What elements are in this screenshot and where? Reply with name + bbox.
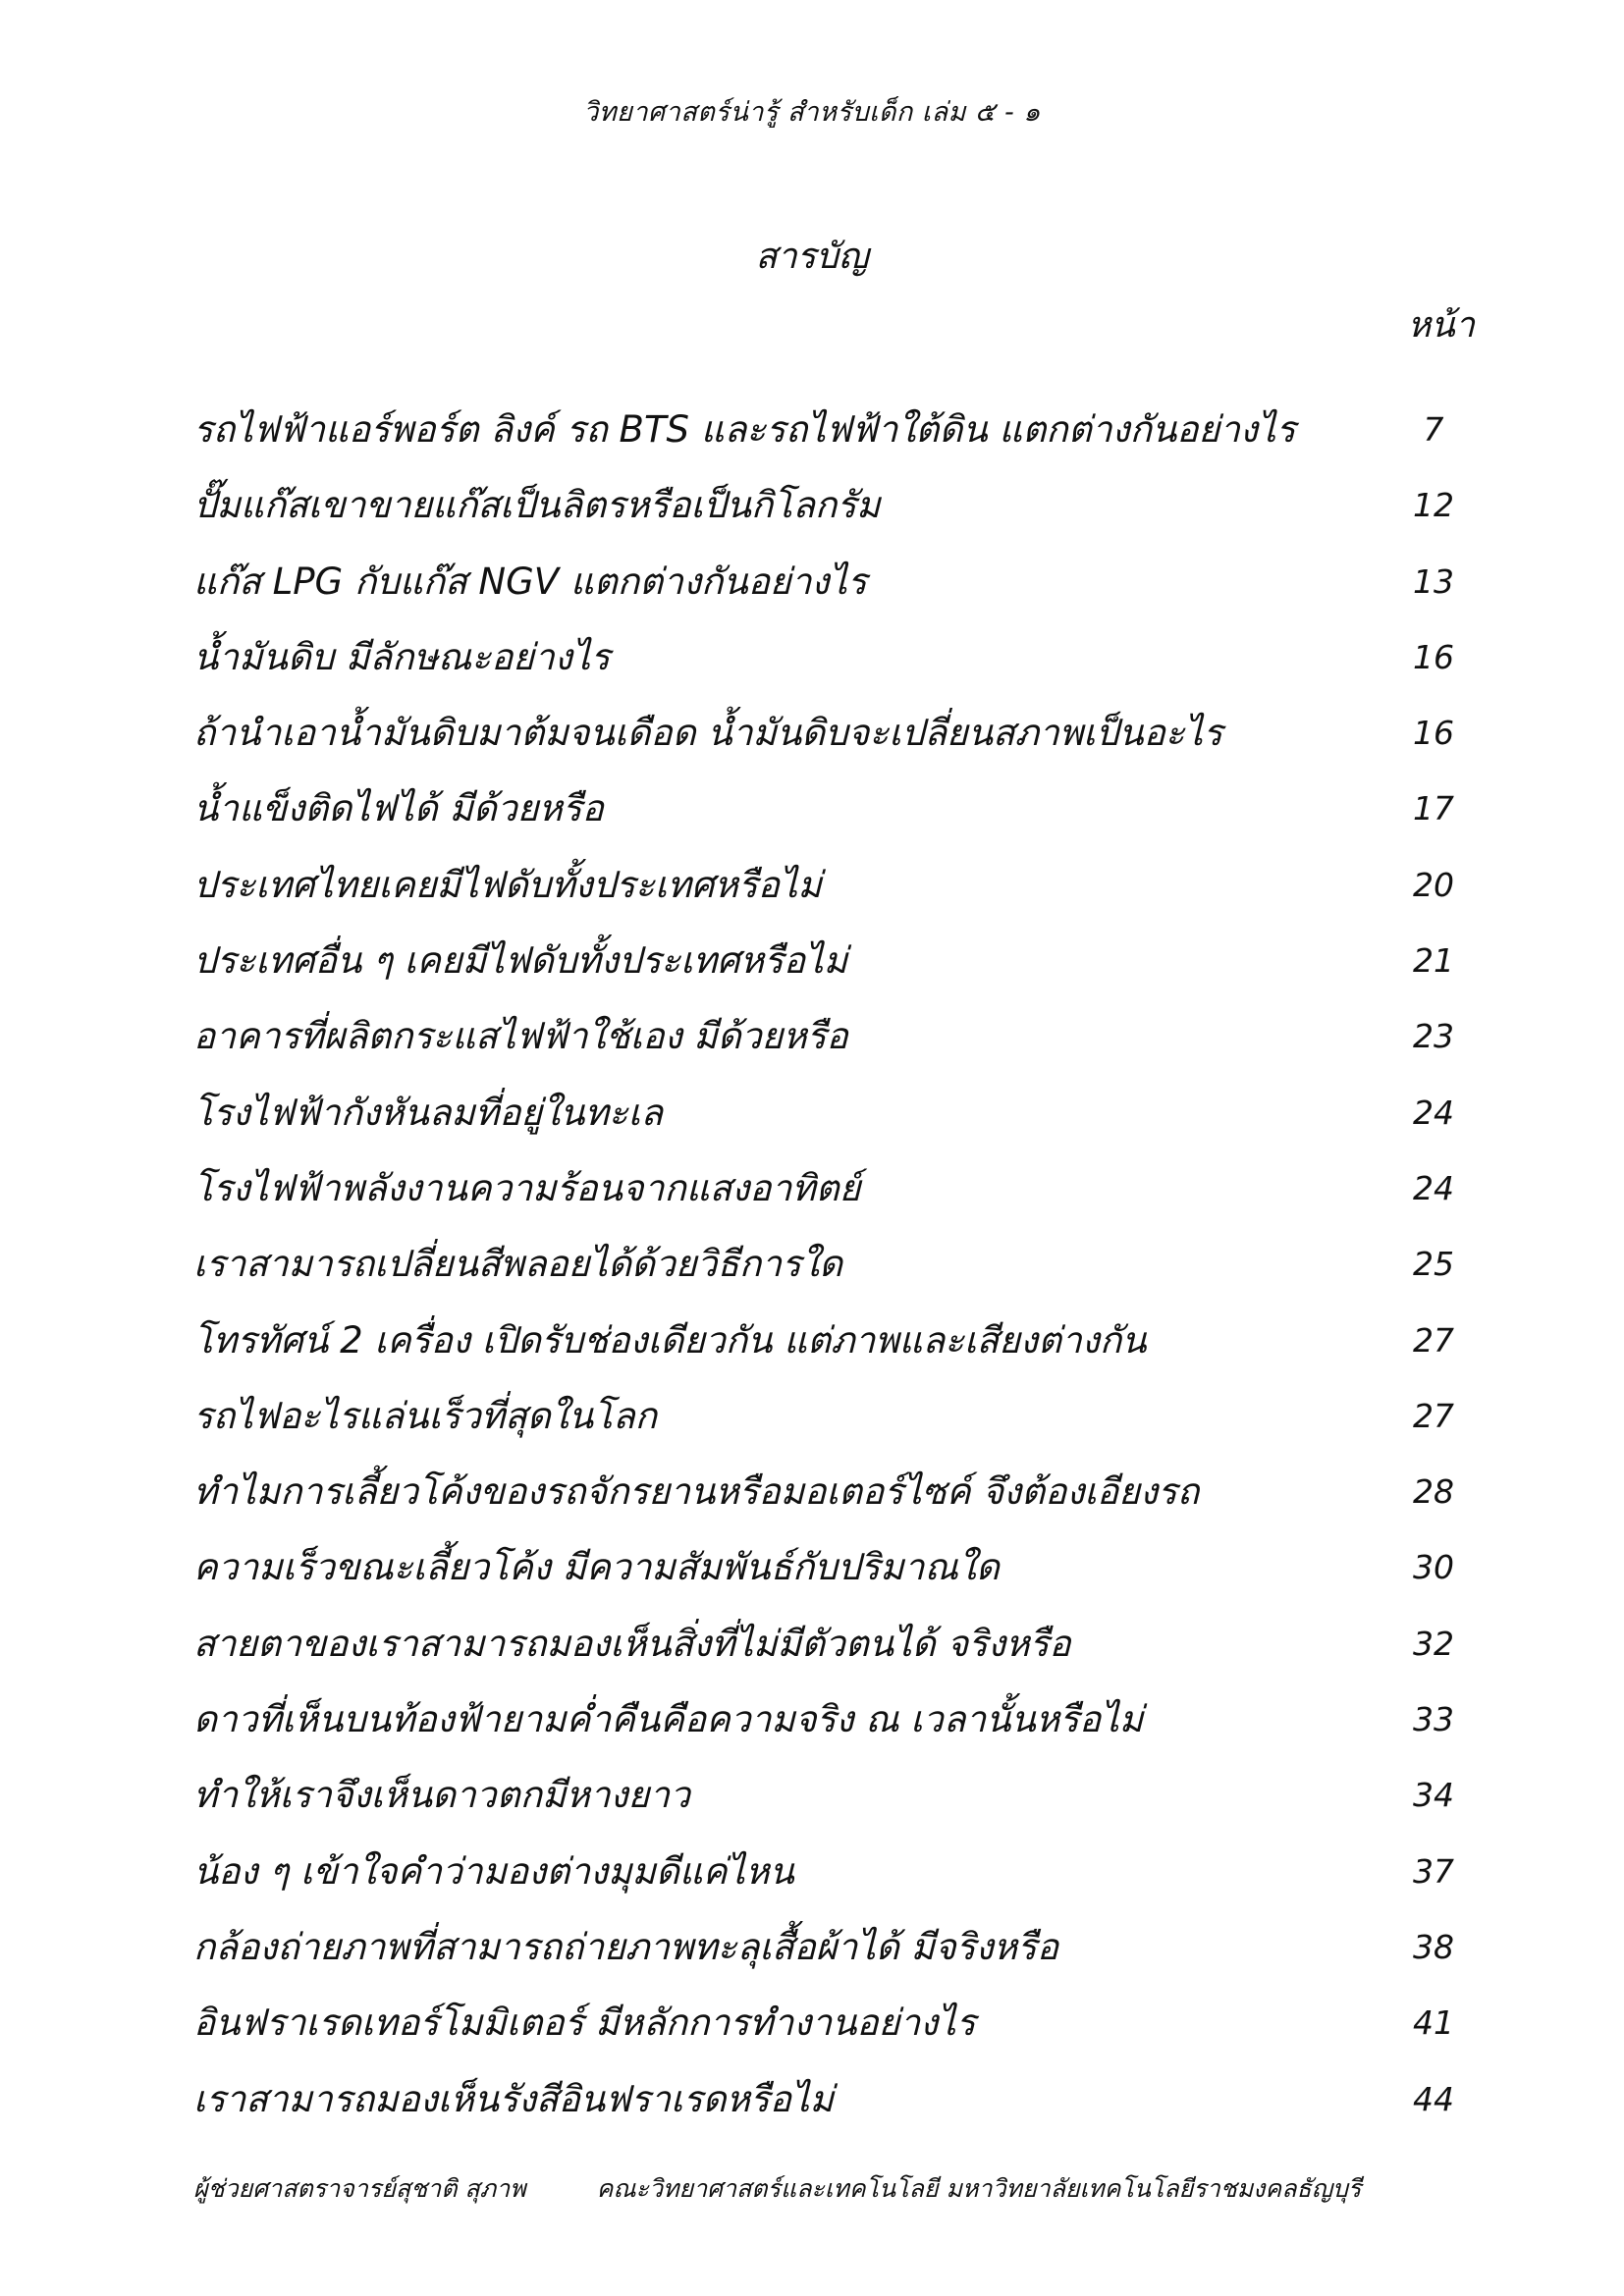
toc-entry	[193, 1994, 1478, 2069]
running-header: วิทยาศาสตร์น่ารู้ สำหรับเด็ก เล่ม ๕ - ๑	[583, 97, 1041, 128]
toc-entry-title: โทรทัศน์ 2 เครื่อง เปิดรับช่องเดียวกัน แต่ภาพและเสียงต่างกัน	[193, 1318, 1147, 1362]
toc-entry-page-number: 24	[1413, 1093, 1454, 1132]
toc-entry-page-number: 27	[1413, 1396, 1454, 1435]
toc-entry-page-number: 20	[1413, 865, 1454, 904]
toc-entry	[193, 1084, 1478, 1159]
toc-entry-title: รถไฟอะไรแล่นเร็วที่สุดในโลก	[193, 1394, 658, 1437]
toc-entry-title: แก๊ส LPG กับแก๊ส NGV แตกต่างกันอย่างไร	[193, 560, 867, 603]
toc-entry-page-number: 24	[1413, 1168, 1454, 1207]
toc-entry	[193, 932, 1478, 1007]
toc-entry-title: เราสามารถเปลี่ยนสีพลอยได้ด้วยวิธีการใด	[193, 1243, 843, 1286]
toc-entry	[193, 704, 1478, 779]
toc-entry	[193, 1463, 1478, 1538]
toc-entry-page-number: 38	[1413, 1927, 1454, 1966]
toc-entry-page-number: 13	[1413, 561, 1454, 601]
toc-entry-page-number: 28	[1413, 1472, 1454, 1512]
footer-affiliation: คณะวิทยาศาสตร์และเทคโนโลยี มหาวิทยาลัยเทคโนโลยีราชมงคลธัญบุรี	[596, 2174, 1362, 2203]
toc-entry	[193, 628, 1478, 704]
toc-entry-title: สายตาของเราสามารถมองเห็นสิ่งที่ไม่มีตัวตนได้ จริงหรือ	[193, 1622, 1071, 1665]
toc-entry-page-number: 12	[1413, 486, 1454, 525]
toc-entry-title: ความเร็วขณะเลี้ยวโค้ง มีความสัมพันธ์กับปริมาณใด	[193, 1546, 1000, 1589]
toc-entry-page-number: 7	[1423, 410, 1444, 449]
toc-entry	[193, 1311, 1478, 1387]
toc-entry	[193, 856, 1478, 932]
toc-entry-title: ประเทศอื่น ๆ เคยมีไฟดับทั้งประเทศหรือไม่	[193, 939, 848, 983]
toc-entry-title: ถ้านำเอาน้ำมันดิบมาต้มจนเดือด น้ำมันดิบจะเปลี่ยนสภาพเป็นอะไร	[193, 712, 1223, 755]
footer-author: ผู้ช่วยศาสตราจารย์สุชาติ สุภาพ	[193, 2174, 526, 2203]
toc-entry	[193, 1235, 1478, 1310]
toc-entry	[193, 1690, 1478, 1766]
toc-entry-page-number: 16	[1413, 714, 1454, 753]
running-footer	[193, 2169, 1431, 2209]
toc-title: สารบัญ	[755, 237, 869, 277]
toc-entry-title: อินฟราเรดเทอร์โมมิเตอร์ มีหลักการทำงานอย่างไร	[193, 2002, 976, 2045]
toc-entry-title: โรงไฟฟ้าพลังงานความร้อนจากแสงอาทิตย์	[193, 1166, 861, 1209]
toc-entry	[193, 1538, 1478, 1614]
toc-entry-title: อาคารที่ผลิตกระแสไฟฟ้าใช้เอง มีด้วยหรือ	[193, 1015, 848, 1058]
toc-entry	[193, 1842, 1478, 1918]
toc-entry-title: น้อง ๆ เข้าใจคำว่ามองต่างมุมดีแค่ไหน	[193, 1849, 794, 1893]
toc-entry	[193, 2070, 1478, 2146]
toc-entry-page-number: 44	[1413, 2079, 1454, 2118]
toc-entry	[193, 400, 1478, 476]
toc-entry-page-number: 17	[1413, 789, 1454, 828]
toc-entry	[193, 553, 1478, 628]
toc-list	[193, 400, 1478, 2146]
toc-entry	[193, 476, 1478, 552]
toc-entry	[193, 779, 1478, 855]
toc-entry-page-number: 21	[1413, 941, 1454, 981]
toc-entry-title: ดาวที่เห็นบนท้องฟ้ายามค่ำคืนคือความจริง ณ เวลานั้นหรือไม่	[193, 1698, 1144, 1741]
toc-entry-title: เราสามารถมองเห็นรังสีอินฟราเรดหรือไม่	[193, 2077, 835, 2120]
toc-entry-title: น้ำมันดิบ มีลักษณะอย่างไร	[193, 635, 611, 678]
toc-entry	[193, 1918, 1478, 1994]
toc-entry	[193, 1387, 1478, 1463]
toc-entry	[193, 1615, 1478, 1690]
toc-entry-title: ประเทศไทยเคยมีไฟดับทั้งประเทศหรือไม่	[193, 863, 822, 906]
toc-entry-page-number: 41	[1413, 2003, 1454, 2043]
toc-entry-page-number: 23	[1413, 1017, 1454, 1056]
toc-entry-title: กล้องถ่ายภาพที่สามารถถ่ายภาพทะลุเสื้อผ้าได้ มีจริงหรือ	[193, 1925, 1059, 1968]
toc-entry-page-number: 16	[1413, 637, 1454, 676]
toc-entry-page-number: 33	[1413, 1700, 1454, 1739]
toc-entry	[193, 1007, 1478, 1083]
toc-entry-page-number: 25	[1413, 1245, 1454, 1284]
toc-entry	[193, 1159, 1478, 1235]
page-column-label: หน้า	[1407, 305, 1475, 346]
toc-entry-page-number: 34	[1413, 1776, 1454, 1815]
toc-entry-page-number: 27	[1413, 1320, 1454, 1360]
toc-entry-title: ทำให้เราจึงเห็นดาวตกมีหางยาว	[193, 1774, 690, 1817]
toc-entry-title: น้ำแข็งติดไฟได้ มีด้วยหรือ	[193, 787, 604, 830]
toc-entry-title: โรงไฟฟ้ากังหันลมที่อยู่ในทะเล	[193, 1091, 664, 1134]
toc-entry-title: ทำไมการเลี้ยวโค้งของรถจักรยานหรือมอเตอร์ไซค์ จึงต้องเอียงรถ	[193, 1470, 1200, 1514]
toc-entry	[193, 1766, 1478, 1842]
toc-entry-page-number: 37	[1413, 1851, 1454, 1891]
toc-entry-title: รถไฟฟ้าแอร์พอร์ต ลิงค์ รถ BTS และรถไฟฟ้าใต้ดิน แตกต่างกันอย่างไร	[193, 408, 1296, 451]
toc-entry-title: ปั๊มแก๊สเขาขายแก๊สเป็นลิตรหรือเป็นกิโลกรัม	[193, 484, 881, 527]
toc-entry-page-number: 30	[1413, 1548, 1454, 1587]
toc-entry-page-number: 32	[1413, 1624, 1454, 1663]
